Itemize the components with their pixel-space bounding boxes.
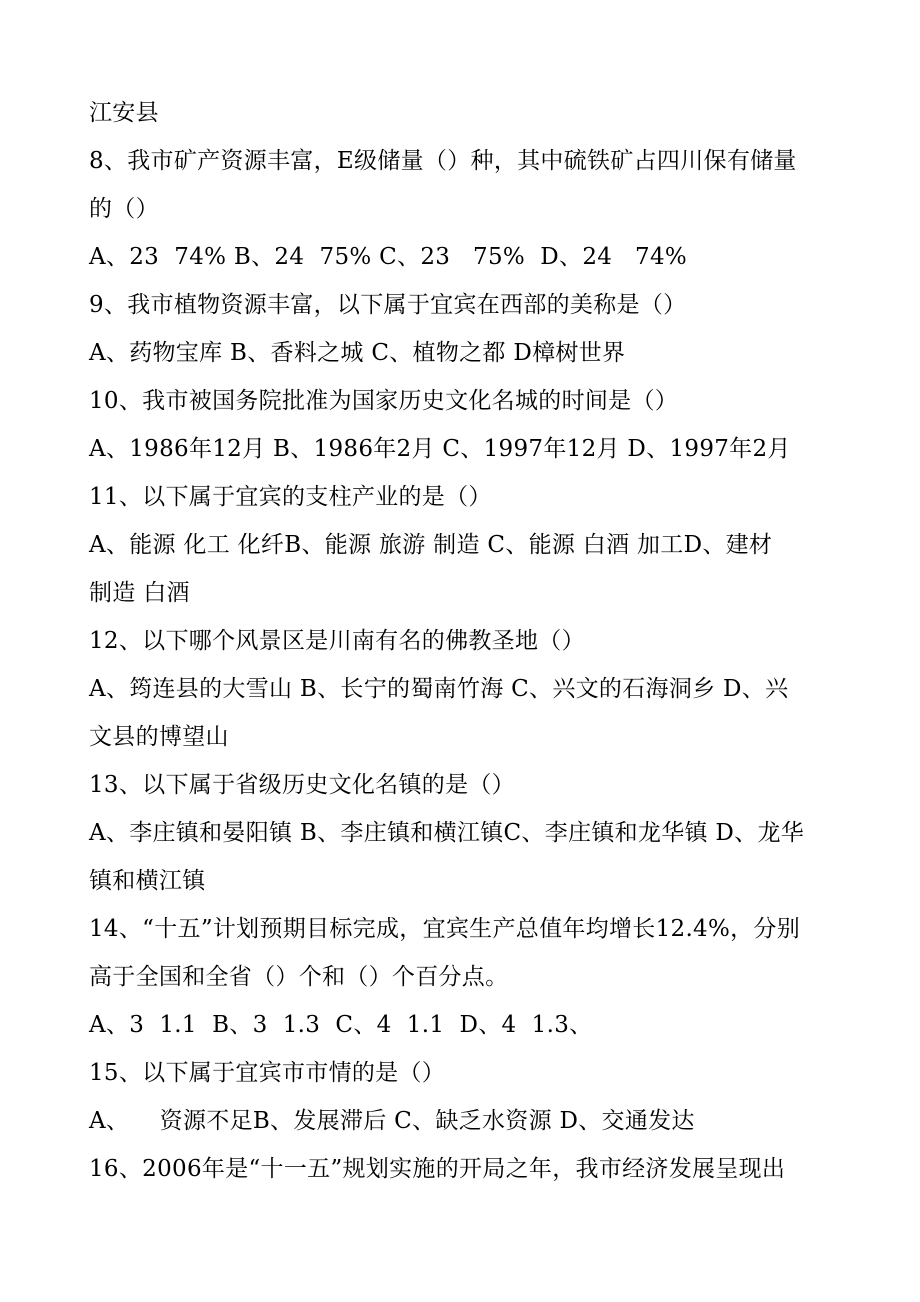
question-10-line: 10、我市被国务院批准为国家历史文化名城的时间是（） (89, 388, 679, 414)
options-line: A、 资源不足B、发展滞后 C、缺乏水资源 D、交通发达 (89, 1108, 695, 1134)
text-line: 制造 白酒 (89, 580, 190, 606)
options-line: A、3 1.1 B、3 1.3 C、4 1.1 D、4 1.3、 (89, 1012, 593, 1038)
question-11-line: 11、以下属于宜宾的支柱产业的是（） (89, 484, 492, 510)
question-16-line: 16、2006年是“十一五”规划实施的开局之年，我市经济发展呈现出 (89, 1156, 786, 1182)
text-line: 文县的博望山 (89, 724, 229, 750)
text-line: 镇和横江镇 (89, 868, 206, 894)
options-line: A、23 74% B、24 75% C、23 75% D、24 74% (89, 244, 688, 270)
options-line: A、药物宝库 B、香料之城 C、植物之都 D樟树世界 (89, 340, 626, 366)
question-13-line: 13、以下属于省级历史文化名镇的是（） (89, 772, 515, 798)
question-12-line: 12、以下哪个风景区是川南有名的佛教圣地（） (89, 628, 585, 654)
text-line: 的（） (89, 196, 159, 222)
question-15-line: 15、以下属于宜宾市市情的是（） (89, 1060, 446, 1086)
options-line: A、能源 化工 化纤B、能源 旅游 制造 C、能源 白酒 加工D、建材 (89, 532, 773, 558)
question-9-line: 9、我市植物资源丰富，以下属于宜宾在西部的美称是（） (89, 292, 687, 318)
options-line: A、1986年12月 B、1986年2月 C、1997年12月 D、1997年2月 (89, 436, 791, 462)
text-line: 江安县 (89, 100, 159, 126)
text-line: 高于全国和全省（）个和（）个百分点。 (89, 964, 509, 990)
options-line: A、筠连县的大雪山 B、长宁的蜀南竹海 C、兴文的石海洞乡 D、兴 (89, 676, 789, 702)
question-8-line: 8、我市矿产资源丰富，E级储量（）种，其中硫铁矿占四川保有储量 (89, 148, 797, 174)
question-14-line: 14、“十五”计划预期目标完成，宜宾生产总值年均增长12.4%，分别 (89, 916, 801, 942)
options-line: A、李庄镇和晏阳镇 B、李庄镇和横江镇C、李庄镇和龙华镇 D、龙华 (89, 820, 805, 846)
